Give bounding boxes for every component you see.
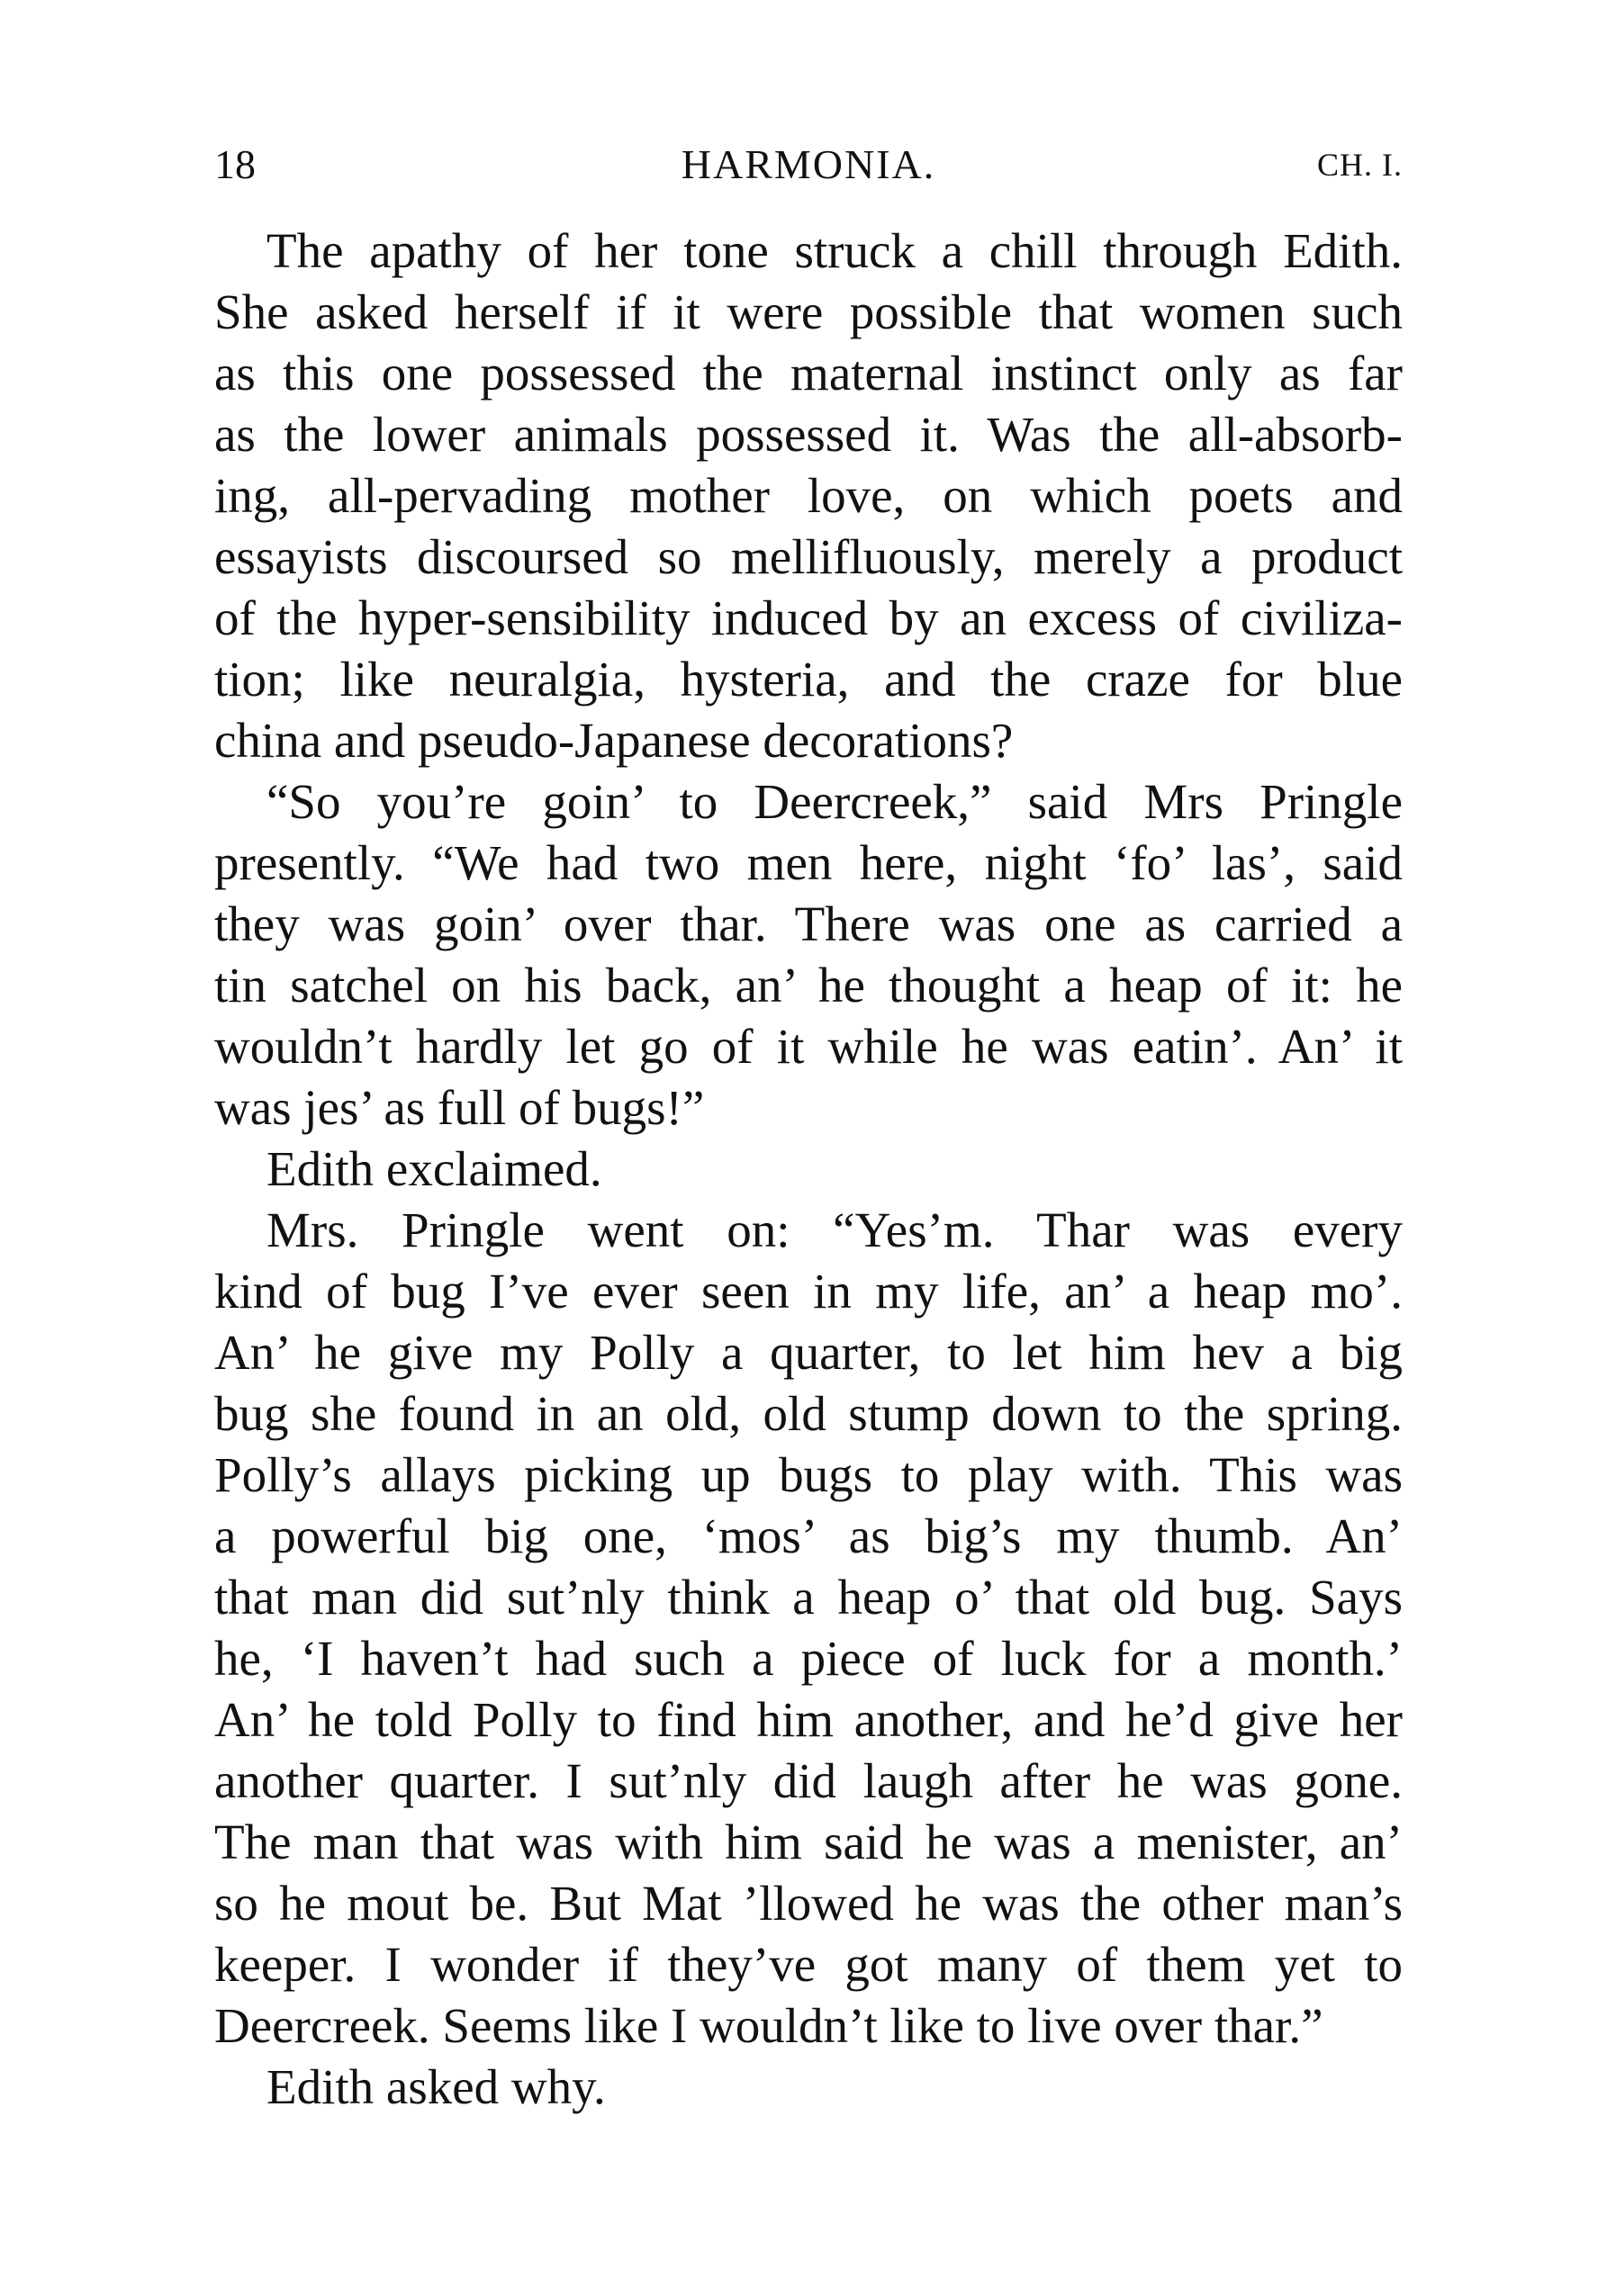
text-line: The man that was with him said he was a menister, an’ [214,1814,1403,1869]
text-line: An’ he give my Polly a quarter, to let him hev a big [214,1325,1403,1380]
text-line: essayists discoursed so mellifluously, merely a product [214,529,1403,584]
running-title: HARMONIA. [681,141,936,187]
text-line: a powerful big one, ‘mos’ as big’s my thumb. An’ [214,1508,1403,1563]
text-line: tin satchel on his back, an’ he thought a heap of it: he [214,958,1403,1013]
text-line: Deercreek. Seems like I wouldn’t like to live over thar.” [214,1998,1323,2053]
text-line: Mrs. Pringle went on: “Yes’m. Thar was every [266,1202,1403,1257]
text-line: “So you’re goin’ to Deercreek,” said Mrs Pringle [266,774,1403,829]
text-line: bug she found in an old, old stump down to the spring. [214,1386,1403,1441]
page-number: 18 [214,141,256,187]
text-line: Polly’s allays picking up bugs to play with. This was [214,1447,1403,1502]
text-line: presently. “We had two men here, night ‘fo’ las’, said [214,835,1403,890]
text-line: The apathy of her tone struck a chill through Edith. [266,223,1403,278]
running-head [214,133,1403,196]
text-line: so he mout be. But Mat ’llowed he was the other man’s [214,1876,1403,1931]
chapter-mark: CH. I. [1317,147,1403,183]
text-line: She asked herself if it were possible that women such [214,284,1403,339]
text-line: of the hyper-sensibility induced by an excess of civiliza- [214,590,1403,645]
text-line: kind of bug I’ve ever seen in my life, an’ a heap mo’. [214,1264,1403,1319]
text-line: that man did sut’nly think a heap o’ that old bug. Says [214,1570,1403,1625]
text-line: china and pseudo-Japanese decorations? [214,713,1014,768]
text-line: keeper. I wonder if they’ve got many of them yet to [214,1937,1403,1992]
text-line: Edith exclaimed. [266,1141,602,1196]
text-line: they was goin’ over thar. There was one as carried a [214,896,1403,951]
text-line: he, ‘I haven’t had such a piece of luck for a month.’ [214,1631,1403,1686]
text-line: another quarter. I sut’nly did laugh after he was gone. [214,1753,1403,1808]
text-line: was jes’ as full of bugs!” [214,1080,705,1135]
body-text [214,221,1403,2118]
text-line: as this one possessed the maternal instinct only as far [214,346,1403,401]
text-line: wouldn’t hardly let go of it while he was eatin’. An’ it [214,1019,1403,1074]
text-line: An’ he told Polly to find him another, and he’d give her [214,1692,1403,1747]
text-line: Edith asked why. [266,2059,606,2114]
text-line: as the lower animals possessed it. Was the all-absorb- [214,407,1403,462]
text-line: ing, all-pervading mother love, on which poets and [214,468,1403,523]
text-line: tion; like neuralgia, hysteria, and the craze for blue [214,652,1403,707]
